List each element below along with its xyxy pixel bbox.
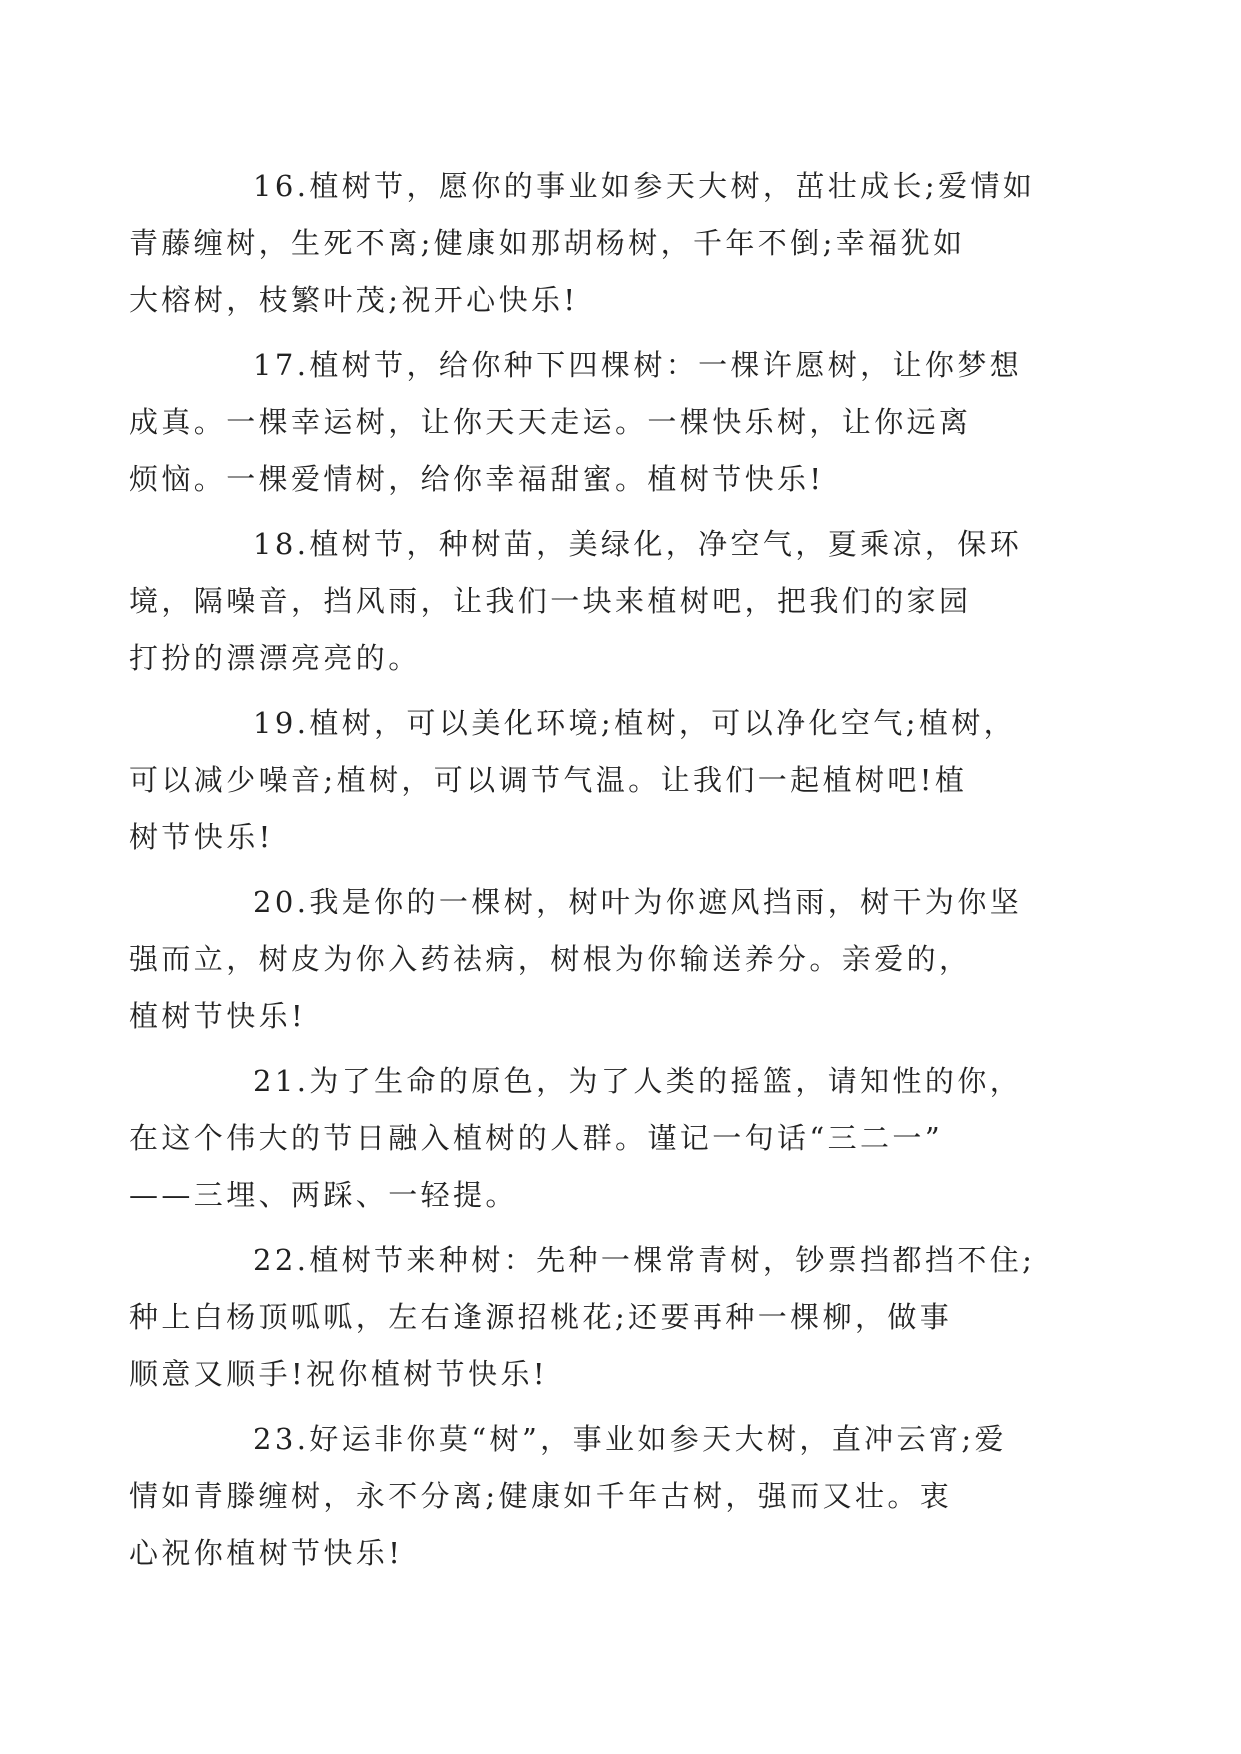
paragraph-line: 21.为了生命的原色，为了人类的摇篮，请知性的你，: [253, 1064, 1023, 1098]
paragraph-line: 17.植树节，给你种下四棵树：一棵许愿树，让你梦想: [253, 348, 1023, 382]
paragraph-line: 23.好运非你莫“树”，事业如参天大树，直冲云宵;爱: [253, 1422, 1007, 1456]
paragraph-line: 19.植树，可以美化环境;植树，可以净化空气;植树，: [253, 706, 1017, 740]
paragraph-20: [129, 874, 1051, 1045]
paragraph-line: 在这个伟大的节日融入植树的人群。谨记一句话“三二一”: [129, 1121, 944, 1155]
paragraph-line: 可以减少噪音;植树，可以调节气温。让我们一起植树吧!植: [129, 763, 968, 797]
paragraph-18: [129, 516, 1051, 687]
paragraph-19: [129, 695, 1051, 866]
paragraph-line: 打扮的漂漂亮亮的。: [129, 641, 421, 675]
paragraph-line: 成真。一棵幸运树，让你天天走运。一棵快乐树，让你远离: [129, 405, 972, 439]
paragraph-line: 大榕树，枝繁叶茂;祝开心快乐!: [129, 283, 579, 317]
paragraph-line: 强而立，树皮为你入药祛病，树根为你输送养分。亲爱的，: [129, 942, 972, 976]
paragraph-line: 青藤缠树，生死不离;健康如那胡杨树，千年不倒;幸福犹如: [129, 226, 966, 260]
paragraph-line: 植树节快乐!: [129, 999, 307, 1033]
paragraph-line: 22.植树节来种树：先种一棵常青树，钞票挡都挡不住;: [253, 1243, 1036, 1277]
paragraph-line: 烦恼。一棵爱情树，给你幸福甜蜜。植树节快乐!: [129, 462, 825, 496]
paragraph-17: [129, 337, 1051, 508]
paragraph-line: 种上白杨顶呱呱，左右逢源招桃花;还要再种一棵柳，做事: [129, 1300, 953, 1334]
paragraph-line: 16.植树节，愿你的事业如参天大树，茁壮成长;爱情如: [253, 169, 1036, 203]
paragraph-line: ——三埋、两踩、一轻提。: [129, 1178, 518, 1212]
document-body: [129, 158, 1051, 1590]
paragraph-23: [129, 1411, 1051, 1582]
paragraph-21: [129, 1053, 1051, 1224]
paragraph-line: 情如青滕缠树，永不分离;健康如千年古树，强而又壮。衷: [129, 1479, 953, 1513]
paragraph-16: [129, 158, 1051, 329]
paragraph-line: 顺意又顺手!祝你植树节快乐!: [129, 1357, 548, 1391]
paragraph-22: [129, 1232, 1051, 1403]
paragraph-line: 境，隔噪音，挡风雨，让我们一块来植树吧，把我们的家园: [129, 584, 972, 618]
paragraph-line: 18.植树节，种树苗，美绿化，净空气，夏乘凉，保环: [253, 527, 1023, 561]
paragraph-line: 树节快乐!: [129, 820, 274, 854]
paragraph-line: 20.我是你的一棵树，树叶为你遮风挡雨，树干为你坚: [253, 885, 1023, 919]
paragraph-line: 心祝你植树节快乐!: [129, 1536, 404, 1570]
